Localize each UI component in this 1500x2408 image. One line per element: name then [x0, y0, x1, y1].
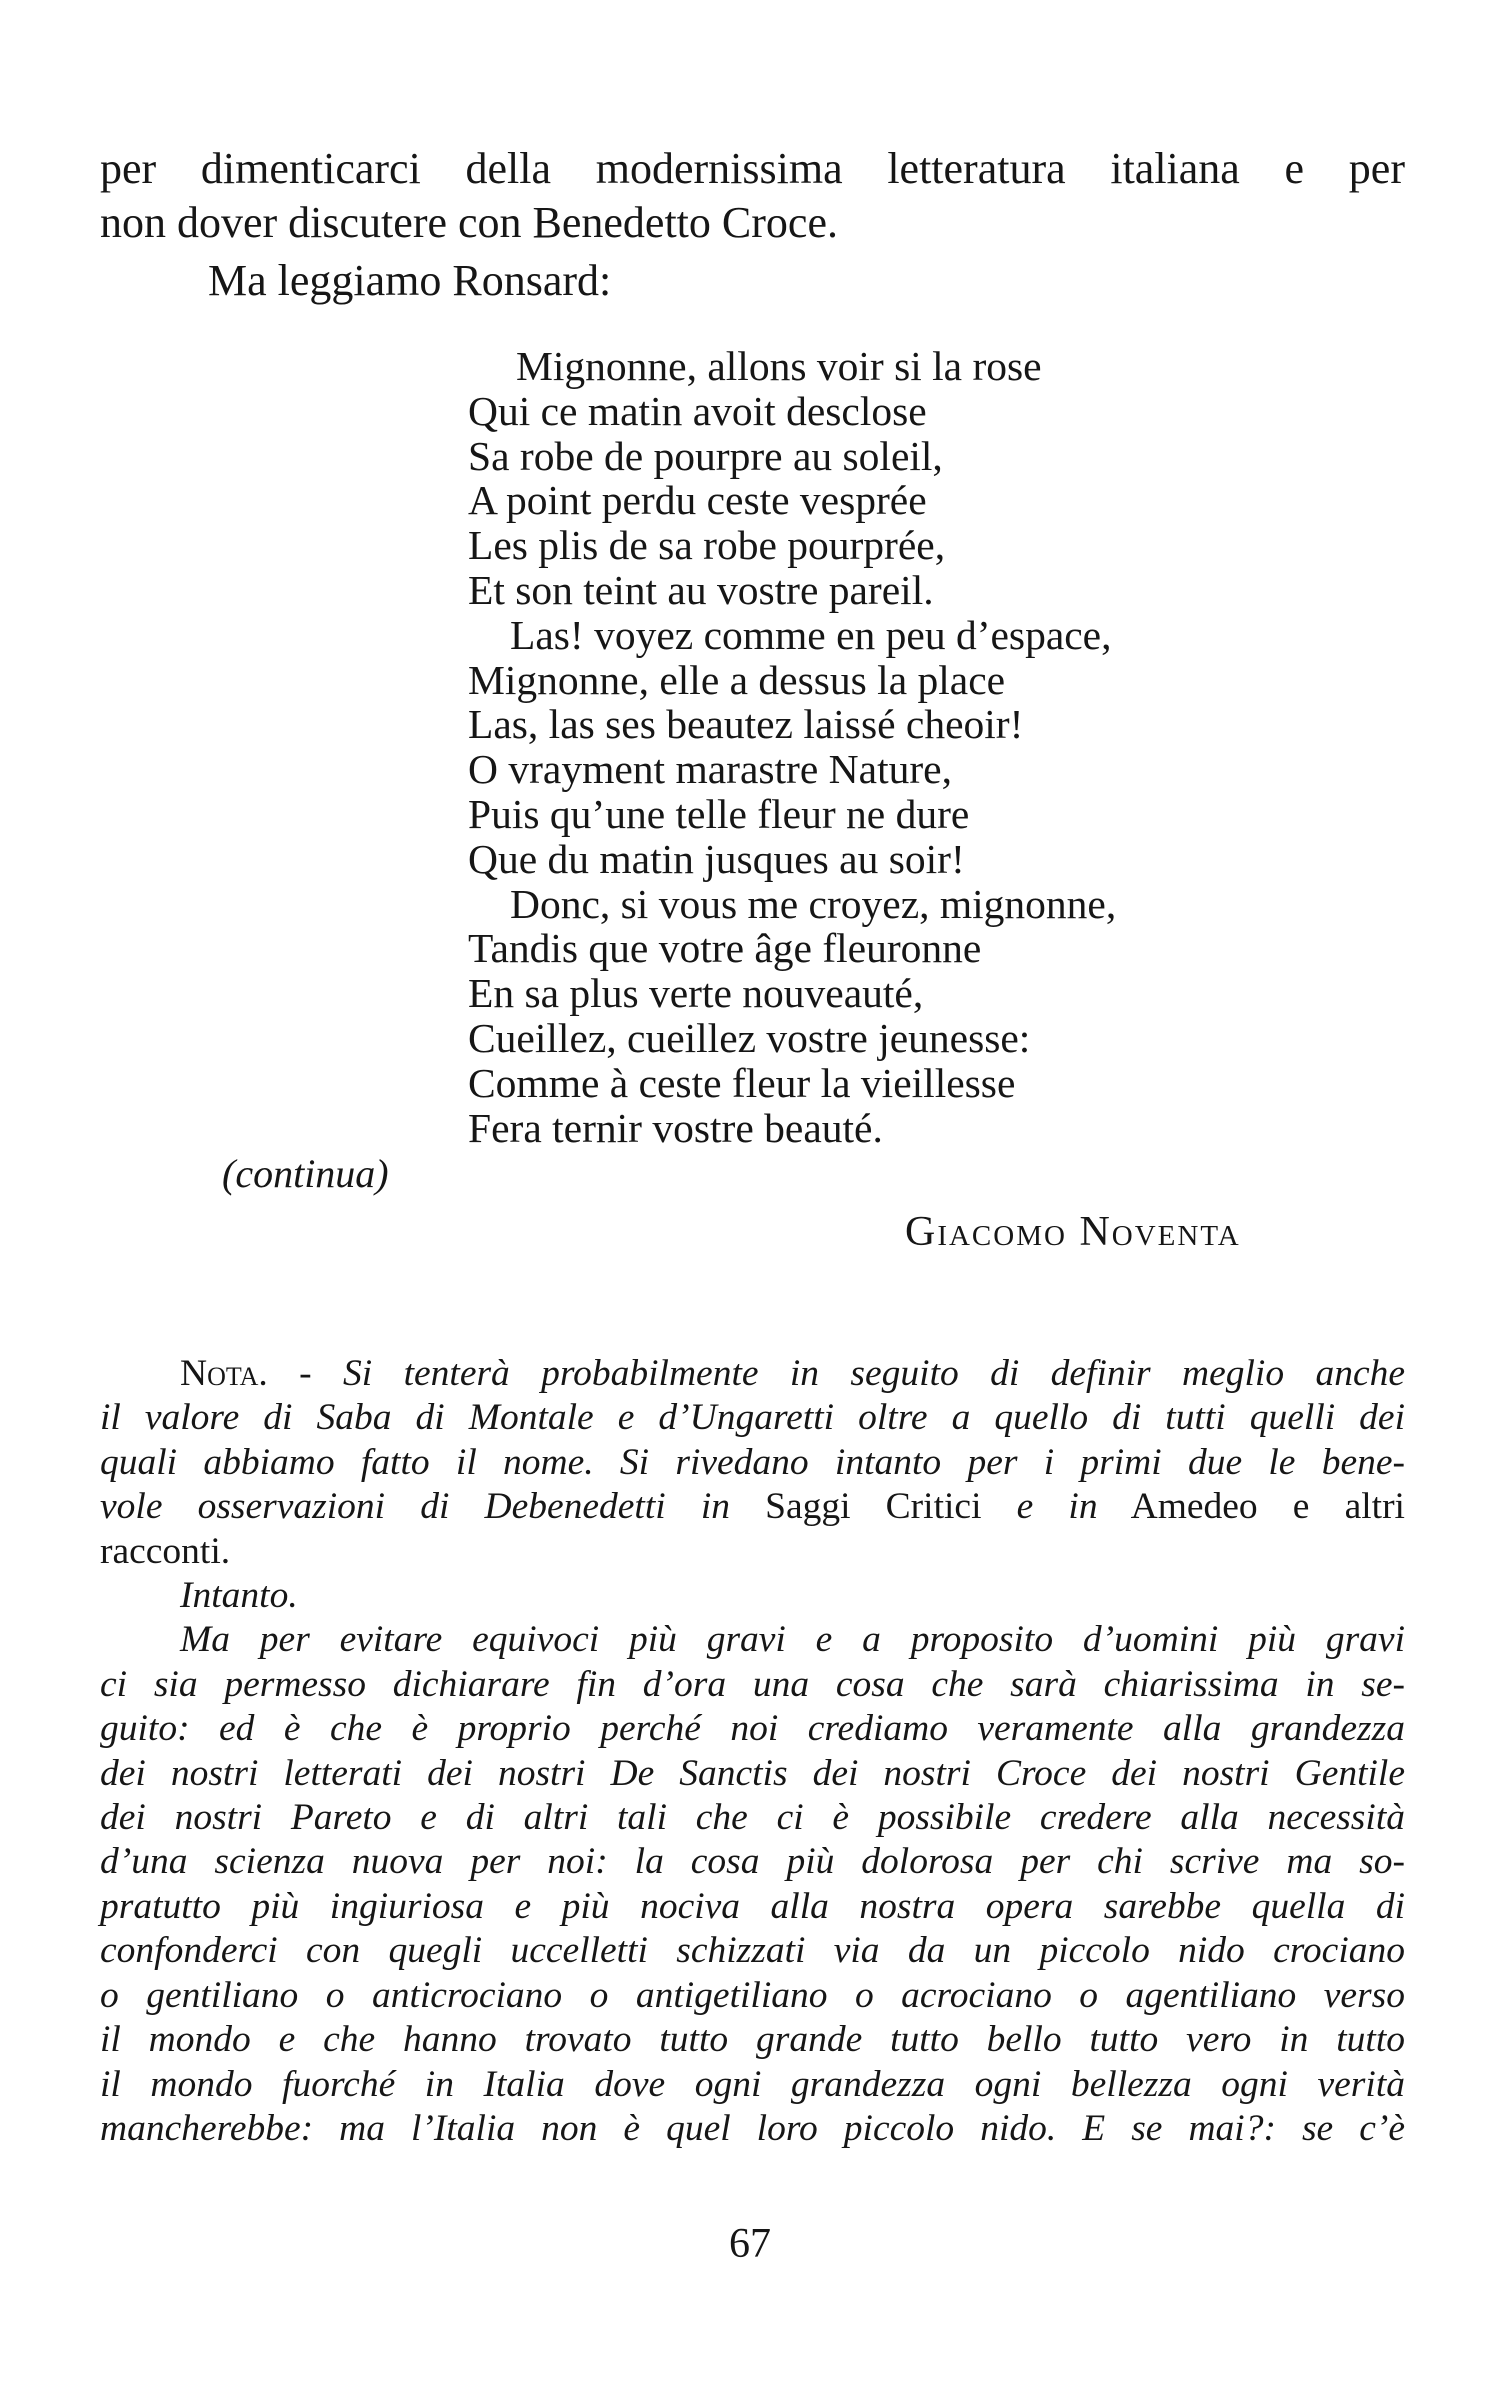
poem-line: Les plis de sa robe pourprée, — [468, 522, 946, 569]
poem-line: Et son teint au vostre pareil. — [468, 566, 934, 613]
poem-line: Las, las ses beautez laissé cheoir! — [468, 701, 1024, 748]
poem-line: Sa robe de pourpre au soleil, — [468, 432, 943, 479]
note-line: il valore di Saba di Montale e d’Ungaretti oltre a quello di tutti quelli dei — [100, 1397, 1405, 1439]
note-label: Nota. — [180, 1353, 268, 1394]
note-line: mancherebbe: ma l’Italia non è quel loro piccolo nido. E se mai?: se c’è — [100, 2107, 1405, 2149]
poem-line: Comme à ceste fleur la vieillesse — [468, 1059, 1016, 1106]
page-number: 67 — [729, 2221, 771, 2267]
note-line: quali abbiamo fatto il nome. Si rivedano intanto per i primi due le bene- — [100, 1441, 1405, 1483]
poem-line: Puis qu’une telle fleur ne dure — [468, 790, 970, 837]
poem-line: A point perdu ceste vesprée — [468, 477, 927, 524]
ronsard-poem — [468, 344, 1116, 1150]
note-line: o gentiliano o anticrociano o antigetiliano o acrociano o agentiliano verso — [100, 1974, 1405, 2016]
poem-line: Que du matin jusques au soir! — [468, 835, 965, 882]
note-line: vole osservazioni di Debenedetti in Saggi Critici e in Amedeo e altri — [100, 1486, 1405, 1528]
body-text-line-3: Ma leggiamo Ronsard: — [208, 256, 612, 305]
note-line: Nota. - Si tenterà probabilmente in seguito di definir meglio anche — [180, 1353, 1405, 1394]
note-line: il mondo e che hanno trovato tutto grande tutto bello tutto vero in tutto — [100, 2019, 1405, 2061]
body-text-line-2: non dover discutere con Benedetto Croce. — [100, 198, 838, 247]
note-line: ci sia permesso dichiarare fin d’ora una cosa che sarà chiarissima in se- — [100, 1663, 1405, 1705]
note-line: Ma per evitare equivoci più gravi e a proposito d’uomini più gravi — [180, 1619, 1405, 1661]
poem-line: Mignonne, allons voir si la rose — [516, 343, 1042, 389]
poem-line: Qui ce matin avoit desclose — [468, 387, 927, 434]
note-line: racconti. — [100, 1530, 231, 1572]
note-line: pratutto più ingiuriosa e più nociva alla nostra opera sarebbe quella di — [100, 1885, 1405, 1927]
poem-line: O vrayment marastre Nature, — [468, 746, 952, 793]
note-line: d’una scienza nuova per noi: la cosa più dolorosa per chi scrive ma so- — [100, 1841, 1405, 1883]
poem-line: Tandis que votre âge fleuronne — [468, 925, 982, 972]
note-line: confonderci con quegli uccelletti schizzati via da un piccolo nido crociano — [100, 1930, 1405, 1972]
note-line: dei nostri letterati dei nostri De Sanctis dei nostri Croce dei nostri Gentile — [100, 1752, 1405, 1794]
continua-label: (continua) — [222, 1151, 389, 1196]
poem-line: Fera ternir vostre beauté. — [468, 1104, 883, 1151]
note-line: guito: ed è che è proprio perché noi crediamo veramente alla grandezza — [100, 1708, 1405, 1750]
poem-line: Donc, si vous me croyez, mignonne, — [510, 880, 1117, 927]
note-line: il mondo fuorché in Italia dove ogni grandezza ogni bellezza ogni verità — [100, 2063, 1405, 2105]
note-line: dei nostri Pareto e di altri tali che ci è possibile credere alla necessità — [100, 1797, 1405, 1839]
poem-line: Cueillez, cueillez vostre jeunesse: — [468, 1014, 1031, 1061]
note-intanto: Intanto. — [180, 1575, 298, 1617]
poem-line: Mignonne, elle a dessus la place — [468, 656, 1006, 703]
author-signature: Giacomo Noventa — [905, 1209, 1241, 1255]
note-block — [100, 1352, 1405, 2151]
poem-line: Las! voyez comme en peu d’espace, — [510, 611, 1112, 658]
poem-line: En sa plus verte nouveauté, — [468, 970, 924, 1017]
body-text-line-1: per dimenticarci della modernissima letteratura italiana e per — [100, 144, 1405, 193]
